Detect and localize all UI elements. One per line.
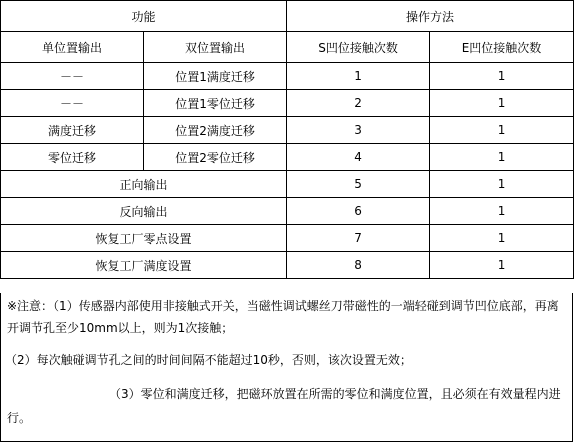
cell-single: 零位迁移: [1, 144, 144, 171]
cell-double: 位置1满度迁移: [144, 63, 287, 90]
cell-e: 1: [430, 171, 574, 198]
cell-s: 3: [287, 117, 430, 144]
cell-s: 8: [287, 252, 430, 279]
header-operation: 操作方法: [287, 1, 574, 32]
note-box: [0, 293, 573, 442]
table-row: [1, 117, 574, 144]
cell-e: 1: [430, 225, 574, 252]
header-function: 功能: [1, 1, 287, 32]
cell-e: 1: [430, 63, 574, 90]
cell-e: 1: [430, 90, 574, 117]
cell-double: 位置2零位迁移: [144, 144, 287, 171]
cell-merged-function: 正向输出: [1, 171, 287, 198]
table-row: [1, 90, 574, 117]
table-row: [1, 198, 574, 225]
cell-e: 1: [430, 144, 574, 171]
table-row: [1, 171, 574, 198]
cell-s: 1: [287, 63, 430, 90]
cell-single: －－: [1, 90, 144, 117]
cell-e: 1: [430, 117, 574, 144]
cell-merged-function: 反向输出: [1, 198, 287, 225]
cell-e: 1: [430, 198, 574, 225]
cell-double: 位置2满度迁移: [144, 117, 287, 144]
cell-e: 1: [430, 252, 574, 279]
note-line-4: （3）零位和满度迁移，把磁环放置在所需的零位和满度位置，且必须在有效量程内进: [109, 387, 561, 401]
cell-merged-function: 恢复工厂满度设置: [1, 252, 287, 279]
header-e-count: E凹位接触次数: [430, 32, 574, 63]
cell-s: 5: [287, 171, 430, 198]
table-row: [1, 225, 574, 252]
table-row: [1, 252, 574, 279]
cell-double: 位置1零位迁移: [144, 90, 287, 117]
header-double-output: 双位置输出: [144, 32, 287, 63]
cell-merged-function: 恢复工厂零点设置: [1, 225, 287, 252]
cell-s: 7: [287, 225, 430, 252]
cell-s: 2: [287, 90, 430, 117]
table-row: [1, 144, 574, 171]
note-line-2: 开调节孔至少10mm以上，则为1次接触；: [7, 321, 234, 335]
cell-single: 满度迁移: [1, 117, 144, 144]
cell-single: －－: [1, 63, 144, 90]
table-row: [1, 63, 574, 90]
note-line-3: （2）每次触碰调节孔之间的时间间隔不能超过10秒，否则，该次设置无效；: [5, 353, 412, 367]
header-single-output: 单位置输出: [1, 32, 144, 63]
cell-s: 4: [287, 144, 430, 171]
header-s-count: S凹位接触次数: [287, 32, 430, 63]
note-line-5: 行。: [7, 411, 32, 425]
cell-s: 6: [287, 198, 430, 225]
note-line-1: ※注意：（1）传感器内部使用非接触式开关，当磁性调试螺丝刀带磁性的一端轻碰到调节凹位底部，再离: [7, 299, 559, 313]
